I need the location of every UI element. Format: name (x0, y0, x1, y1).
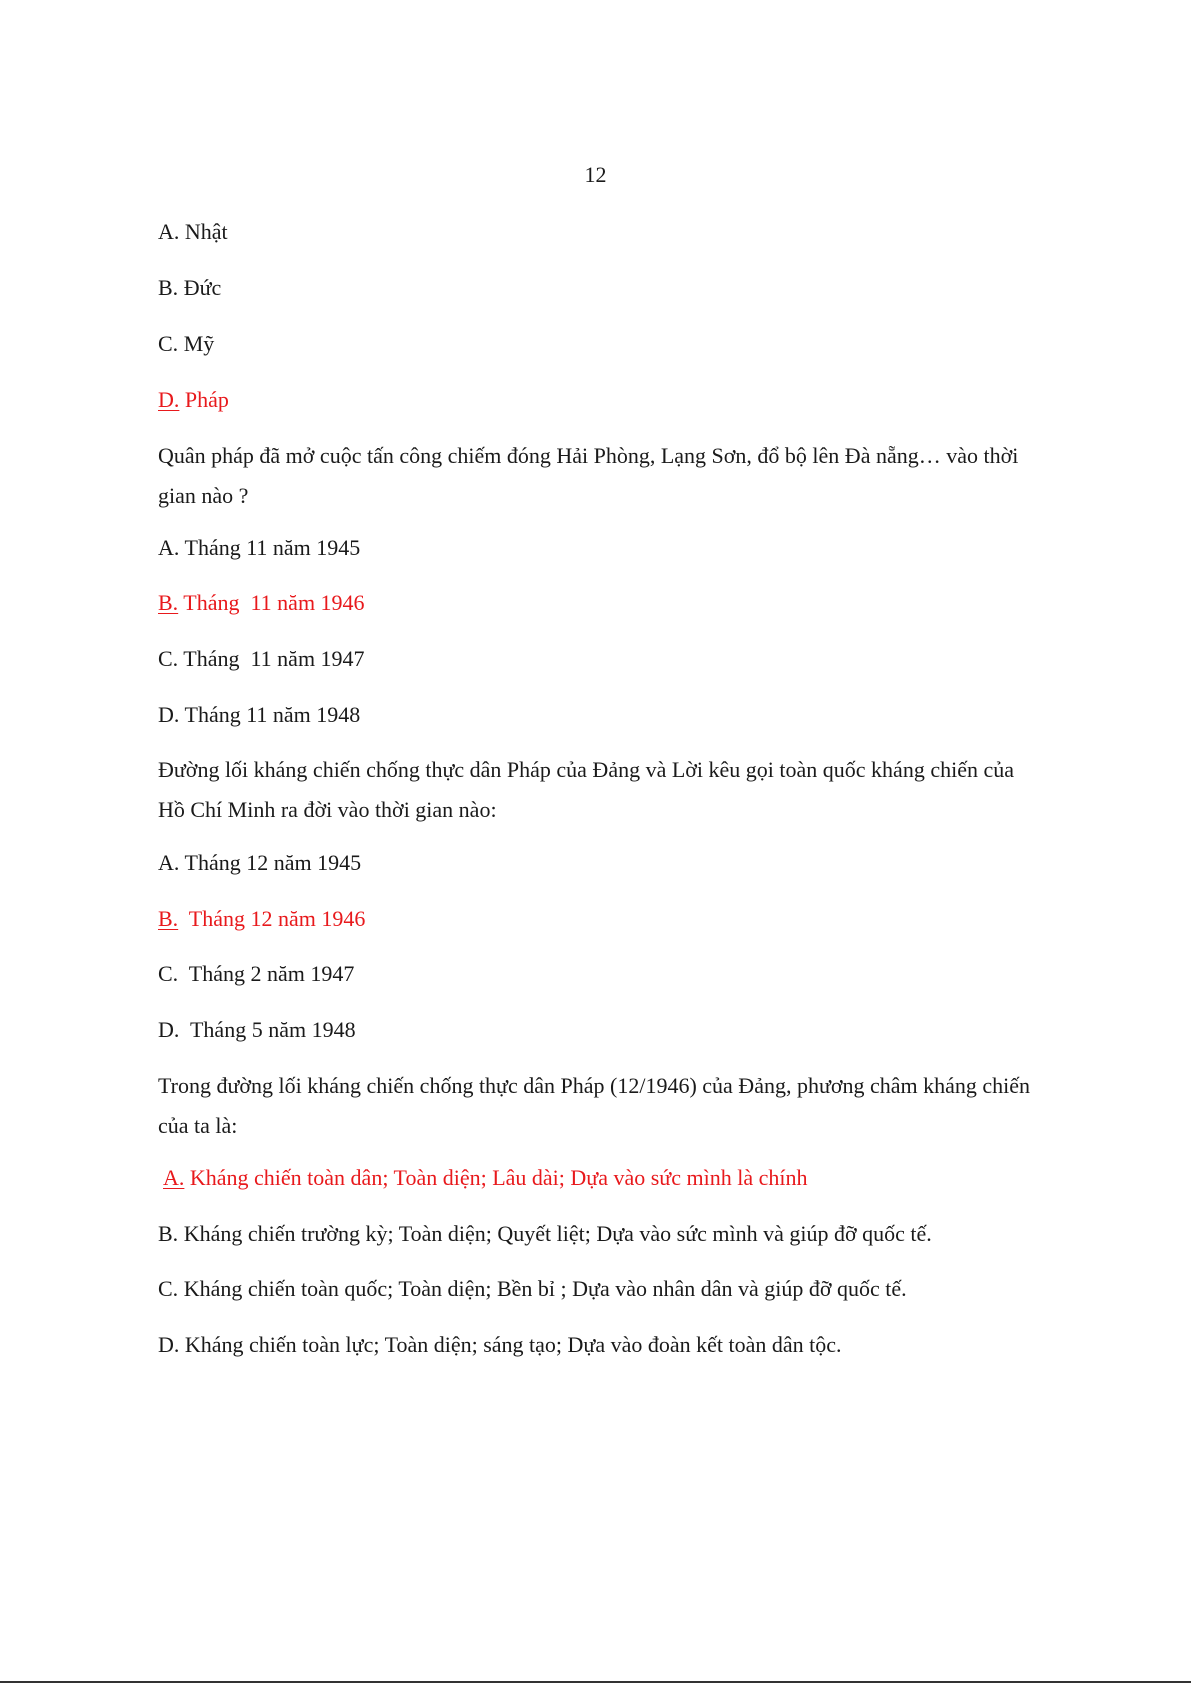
option-letter: D. (158, 1017, 180, 1042)
q0-option-d-correct (158, 386, 229, 414)
option-text: Kháng chiến toàn quốc; Toàn diện; Bền bỉ ; Dựa vào nhân dân và giúp đỡ quốc tế. (183, 1276, 907, 1301)
q0-option-b (158, 274, 221, 302)
option-text: Tháng 5 năm 1948 (184, 1017, 356, 1042)
page-bottom-rule (0, 1681, 1191, 1683)
q3-option-c (158, 1275, 907, 1303)
q2-option-a (158, 849, 361, 877)
option-text: Tháng 12 năm 1945 (184, 850, 362, 875)
option-text: Tháng 11 năm 1948 (184, 702, 361, 727)
option-letter: B. (158, 1221, 179, 1246)
q2-option-b-correct (158, 905, 365, 933)
option-letter: A. (158, 219, 180, 244)
q1-option-d (158, 701, 360, 729)
option-letter: B. (158, 275, 179, 300)
option-text: Tháng 12 năm 1946 (183, 906, 366, 931)
option-letter: D. (158, 387, 180, 412)
option-text: Pháp (184, 387, 229, 412)
option-letter: A. (158, 850, 180, 875)
option-text: Kháng chiến toàn lực; Toàn diện; sáng tạo; Dựa vào đoàn kết toàn dân tộc. (184, 1332, 842, 1357)
q1-option-b-correct (158, 589, 365, 617)
q3-question: Trong đường lối kháng chiến chống thực dân Pháp (12/1946) của Đảng, phương châm kháng chiến của ta là: (158, 1073, 1031, 1138)
option-text: Nhật (184, 219, 228, 244)
option-letter: C. (158, 1276, 179, 1301)
option-text: Mỹ (183, 331, 215, 356)
q2-option-d (158, 1016, 356, 1044)
q1-option-c (158, 645, 365, 673)
q3-option-d (158, 1331, 842, 1359)
option-text: Tháng 11 năm 1945 (184, 535, 361, 560)
q3-option-a-correct (163, 1164, 807, 1192)
option-letter: A. (163, 1165, 185, 1190)
q2-option-c (158, 960, 354, 988)
option-text: Tháng 11 năm 1947 (183, 646, 365, 671)
q1-option-a (158, 534, 360, 562)
option-text: Kháng chiến trường kỳ; Toàn diện; Quyết liệt; Dựa vào sức mình và giúp đỡ quốc tế. (183, 1221, 932, 1246)
option-letter: C. (158, 646, 179, 671)
option-letter: B. (158, 590, 179, 615)
option-letter: C. (158, 961, 179, 986)
page-number: 12 (584, 162, 607, 187)
q1-question: Quân pháp đã mở cuộc tấn công chiếm đóng Hải Phòng, Lạng Sơn, đổ bộ lên Đà nẵng… vào thời gian nào ? (158, 443, 1019, 508)
option-letter: A. (158, 535, 180, 560)
option-letter: B. (158, 906, 179, 931)
option-text: Tháng 11 năm 1946 (183, 590, 365, 615)
option-letter: D. (158, 702, 180, 727)
q2-question: Đường lối kháng chiến chống thực dân Pháp của Đảng và Lời kêu gọi toàn quốc kháng chiến của Hồ Chí Minh ra đời vào thời gian nào: (158, 757, 1014, 822)
option-text: Đức (183, 275, 222, 300)
option-text: Tháng 2 năm 1947 (183, 961, 355, 986)
option-text: Kháng chiến toàn dân; Toàn diện; Lâu dài; Dựa vào sức mình là chính (189, 1165, 808, 1190)
q0-option-a (158, 218, 228, 246)
q0-option-c (158, 330, 214, 358)
option-letter: D. (158, 1332, 180, 1357)
option-letter: C. (158, 331, 179, 356)
q3-option-b (158, 1220, 932, 1248)
